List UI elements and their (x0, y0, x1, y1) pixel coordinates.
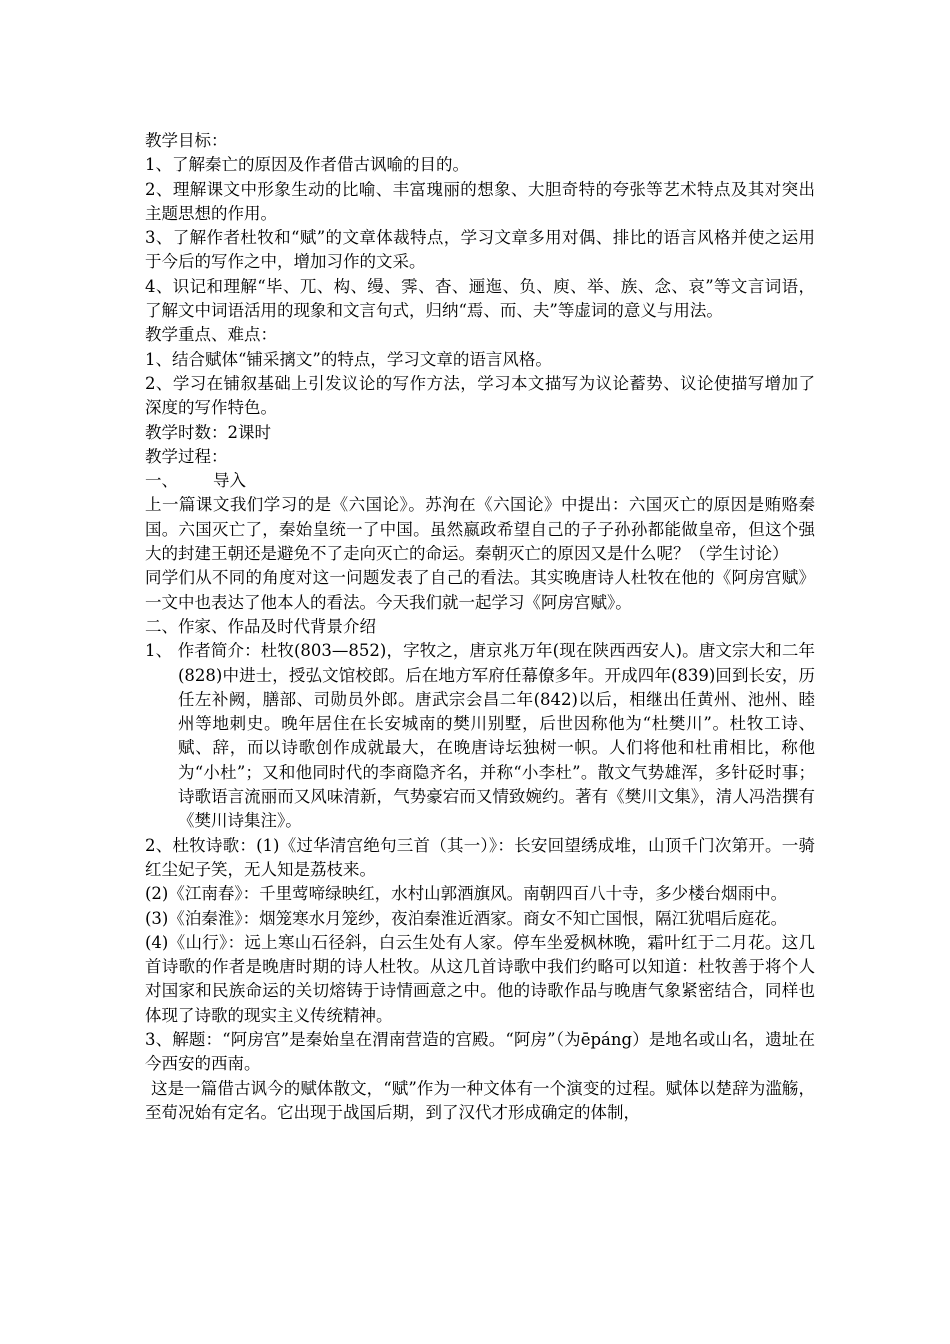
key-point-1: 1、结合赋体“铺采摛文”的特点，学习文章的语言风格。 (145, 349, 552, 369)
goals-heading: 教学目标： (145, 131, 228, 150)
intro-paragraph-2: 同学们从不同的角度对这一问题发表了自己的看法。其实晚唐诗人杜牧在他的《阿房宫赋》一文中也表达了他本人的看法。今天我们就一起学习《阿房宫赋》。 (145, 568, 815, 612)
poem-4: (4)《山行》：远上寒山石径斜，白云生处有人家。停车坐爱枫林晚，霜叶红于二月花。这几首诗歌的作者是晚唐时期的诗人杜牧。从这几首诗歌中我们约略可以知道：杜牧善于将个人对国家和民族命运的关切熔铸于诗情画意之中。他的诗歌作品与晚唐气象紧密结合，同样也体现了诗歌的现实主义传统精神。 (145, 932, 815, 1025)
section-1-number: 一、 (145, 471, 178, 491)
poem-2: (2)《江南春》：千里莺啼绿映红，水村山郭酒旗风。南朝四百八十寺，多少楼台烟雨中。 (145, 884, 788, 904)
goal-2: 2、理解课文中形象生动的比喻、丰富瑰丽的想象、大胆奇特的夸张等艺术特点及其对突出主题思想的作用。 (145, 179, 815, 223)
goal-1: 1、了解秦亡的原因及作者借古讽喻的目的。 (145, 155, 469, 175)
fu-introduction: 这是一篇借古讽今的赋体散文，“赋”作为一种文体有一个演变的过程。赋体以楚辞为滥觞，至荀况始有定名。它出现于战国后期，到了汉代才形成确定的体制， (145, 1078, 815, 1122)
poem-3: (3)《泊秦淮》：烟笼寒水月笼纱，夜泊秦淮近酒家。商女不知亡国恨，隔江犹唱后庭花。 (145, 908, 788, 928)
section-2-heading: 二、作家、作品及时代背景介绍 (145, 616, 376, 636)
goal-3: 3、了解作者杜牧和“赋”的文章体裁特点，学习文章多用对偶、排比的语言风格并使之运用于今后的写作之中，增加习作的文采。 (145, 228, 815, 272)
process-heading: 教学过程： (145, 446, 228, 466)
key-points-heading: 教学重点、难点： (145, 325, 277, 345)
document-page (145, 129, 815, 1125)
section-1-title: 导入 (213, 471, 246, 491)
teaching-hours: 教学时数：2课时 (145, 422, 271, 442)
goal-4: 4、识记和理解“毕、兀、构、缦、霁、杳、逦迤、负、庾、举、族、念、哀”等文言词语，了解文中词语活用的现象和文言句式，归纳“焉、而、夫”等虚词的意义与用法。 (145, 276, 815, 321)
poem-1: 2、杜牧诗歌：(1)《过华清宫绝句三首（其一）》：长安回望绣成堆，山顶千门次第开。一骑红尘妃子笑，无人知是荔枝来。 (145, 835, 815, 879)
key-point-2: 2、学习在铺叙基础上引发议论的写作方法，学习本文描写为议论蓄势、议论使描写增加了深度的写作特色。 (145, 373, 815, 418)
section-1-heading (145, 469, 815, 493)
author-intro: 1、 作者简介：杜牧(803—852)，字牧之，唐京兆万年(现在陕西西安人)。唐文宗大和二年(828)中进士，授弘文馆校郎。后在地方军府任幕僚多年。开成四年(839)回到长安，历任左补阙，膳部、司勋员外郎。唐武宗会昌二年(842)以后，相继出任黄州、池州、睦州等地刺史。晚年居住在长安城南的樊川别墅，后世因称他为“杜樊川”。杜牧工诗、赋、辞，而以诗歌创作成就最大，在晚唐诗坛独树一帜。人们将他和杜甫相比，称他为“小杜”；又和他同时代的李商隐齐名，并称“小李杜”。散文气势雄浑，多针砭时事；诗歌语言流丽而又风味清新，气势豪宕而又情致婉约。著有《樊川文集》，清人冯浩撰有《樊川诗集注》。 (145, 641, 815, 831)
intro-paragraph-1: 上一篇课文我们学习的是《六国论》。苏洵在《六国论》中提出：六国灭亡的原因是贿赂秦国。六国灭亡了，秦始皇统一了中国。虽然嬴政希望自己的子子孙孙都能做皇帝，但这个强大的封建王朝还是避免不了走向灭亡的命运。秦朝灭亡的原因又是什么呢？（学生讨论） (145, 495, 815, 564)
title-explanation: 3、解题：“阿房宫”是秦始皇在渭南营造的宫殿。“阿房”（为ēpáng）是地名或山名，遗址在今西安的西南。 (145, 1029, 815, 1074)
